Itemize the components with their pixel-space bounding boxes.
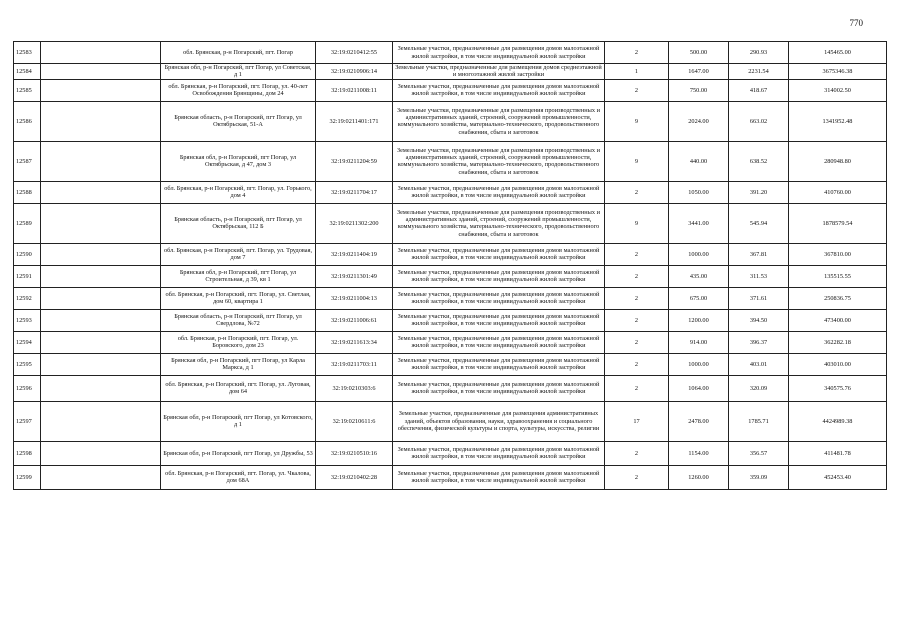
row-cadastral-value: 314002.50 <box>789 79 887 101</box>
row-area: 440.00 <box>669 141 729 181</box>
row-land-use: Земельные участки, предназначенные для размещения домов малоэтажной жилой застройки, в том числе индивидуальной жилой застройки <box>393 243 605 265</box>
row-group: 2 <box>605 79 669 101</box>
row-id: 12598 <box>14 441 41 465</box>
row-specific-value: 403.01 <box>729 353 789 375</box>
row-land-use: Земельные участки, предназначенные для размещения домов малоэтажной жилой застройки, в том числе индивидуальной жилой застройки <box>393 79 605 101</box>
row-id: 12585 <box>14 79 41 101</box>
row-specific-value: 396.37 <box>729 331 789 353</box>
row-specific-value: 311.53 <box>729 265 789 287</box>
row-land-use: Земельные участки, предназначенные для размещения домов малоэтажной жилой застройки, в том числе индивидуальной жилой застройки <box>393 181 605 203</box>
row-area: 2024.00 <box>669 101 729 141</box>
row-cadastral-value: 411481.78 <box>789 441 887 465</box>
row-id: 12587 <box>14 141 41 181</box>
row-group: 1 <box>605 64 669 80</box>
empty-cell <box>41 101 161 141</box>
row-cadastral-value: 1878579.54 <box>789 203 887 243</box>
row-area: 435.00 <box>669 265 729 287</box>
row-id: 12597 <box>14 401 41 441</box>
empty-cell <box>41 309 161 331</box>
row-cadastral-number: 32:19:0211704:17 <box>316 181 393 203</box>
empty-cell <box>41 141 161 181</box>
table-row <box>14 441 887 465</box>
empty-cell <box>41 243 161 265</box>
table-row <box>14 79 887 101</box>
page-number: 770 <box>849 18 863 28</box>
row-land-use: Земельные участки, предназначенные для размещения домов малоэтажной жилой застройки, в том числе индивидуальной жилой застройки <box>393 265 605 287</box>
row-id: 12594 <box>14 331 41 353</box>
row-id: 12599 <box>14 465 41 489</box>
row-cadastral-value: 340575.76 <box>789 375 887 401</box>
row-id: 12586 <box>14 101 41 141</box>
row-land-use: Земельные участки, предназначенные для размещения домов малоэтажной жилой застройки, в том числе индивидуальной жилой застройки <box>393 309 605 331</box>
row-cadastral-number: 32:19:0211401:171 <box>316 101 393 141</box>
row-address: Брянская обл, р-н Погарский, пгт Погар, ул Строительная, д 39, кв 1 <box>161 265 316 287</box>
row-specific-value: 638.52 <box>729 141 789 181</box>
empty-cell <box>41 64 161 80</box>
row-group: 9 <box>605 141 669 181</box>
table-row <box>14 465 887 489</box>
row-cadastral-number: 32:19:0211613:34 <box>316 331 393 353</box>
table-row <box>14 243 887 265</box>
empty-cell <box>41 203 161 243</box>
empty-cell <box>41 265 161 287</box>
row-cadastral-value: 3675346.38 <box>789 64 887 80</box>
table-row <box>14 309 887 331</box>
row-cadastral-value: 367810.00 <box>789 243 887 265</box>
table-row <box>14 181 887 203</box>
row-area: 1647.00 <box>669 64 729 80</box>
row-group: 2 <box>605 465 669 489</box>
row-area: 1050.00 <box>669 181 729 203</box>
empty-cell <box>41 331 161 353</box>
row-id: 12593 <box>14 309 41 331</box>
row-address: обл. Брянская, р-н Погарский, пгт. Погар, ул. Боровского, дом 23 <box>161 331 316 353</box>
row-cadastral-value: 362282.18 <box>789 331 887 353</box>
row-group: 2 <box>605 331 669 353</box>
table-row <box>14 42 887 64</box>
table-row <box>14 64 887 80</box>
row-area: 750.00 <box>669 79 729 101</box>
row-cadastral-number: 32:19:0211008:11 <box>316 79 393 101</box>
empty-cell <box>41 353 161 375</box>
row-area: 914.00 <box>669 331 729 353</box>
row-specific-value: 359.09 <box>729 465 789 489</box>
row-cadastral-value: 250836.75 <box>789 287 887 309</box>
row-cadastral-number: 32:19:0211404:19 <box>316 243 393 265</box>
row-group: 9 <box>605 101 669 141</box>
row-cadastral-value: 410760.00 <box>789 181 887 203</box>
row-id: 12595 <box>14 353 41 375</box>
row-land-use: Земельные участки, предназначенные для размещения домов среднеэтажной и многоэтажной жилой застройки <box>393 64 605 80</box>
row-id: 12588 <box>14 181 41 203</box>
row-group: 2 <box>605 441 669 465</box>
row-address: Брянская область, р-н Погарский, пгт Погар, ул Октябрьская, 112 Б <box>161 203 316 243</box>
row-land-use: Земельные участки, предназначенные для размещения производственных и административных зданий, строений, сооружений промышленности, коммунального хозяйства, материально-технического, продовольственного снабжения, сбыта и заготовок <box>393 203 605 243</box>
row-cadastral-number: 32:19:0211004:13 <box>316 287 393 309</box>
row-address: обл. Брянская, р-н Погарский, пгт. Погар, ул. Луговая, дом 64 <box>161 375 316 401</box>
row-id: 12596 <box>14 375 41 401</box>
row-cadastral-number: 32:19:0210611:6 <box>316 401 393 441</box>
table-row <box>14 331 887 353</box>
row-cadastral-number: 32:19:0210906:14 <box>316 64 393 80</box>
row-id: 12592 <box>14 287 41 309</box>
row-cadastral-value: 452453.40 <box>789 465 887 489</box>
row-group: 2 <box>605 243 669 265</box>
row-land-use: Земельные участки, предназначенные для размещения производственных и административных зданий, строений, сооружений промышленности, коммунального хозяйства, материально-технического, продовольственного снабжения, сбыта и заготовок <box>393 101 605 141</box>
row-address: Брянская обл, р-н Погарский, пгт Погар, ул Карла Маркса, д 1 <box>161 353 316 375</box>
row-group: 2 <box>605 375 669 401</box>
row-id: 12583 <box>14 42 41 64</box>
empty-cell <box>41 375 161 401</box>
row-address: Брянская обл, р-н Погарский, пгт Погар, ул Советская, д 1 <box>161 64 316 80</box>
row-area: 1064.00 <box>669 375 729 401</box>
row-cadastral-value: 473400.00 <box>789 309 887 331</box>
row-cadastral-number: 32:19:0211301:49 <box>316 265 393 287</box>
row-cadastral-number: 32:19:0210412:55 <box>316 42 393 64</box>
row-area: 675.00 <box>669 287 729 309</box>
table-row <box>14 265 887 287</box>
row-land-use: Земельные участки, предназначенные для размещения домов малоэтажной жилой застройки, в том числе индивидуальной жилой застройки <box>393 287 605 309</box>
row-specific-value: 1785.71 <box>729 401 789 441</box>
table-row <box>14 203 887 243</box>
row-specific-value: 371.61 <box>729 287 789 309</box>
row-address: Брянская обл, р-н Погарский, пгт Погар, ул Октябрьская, д 47, дом 3 <box>161 141 316 181</box>
table-row <box>14 141 887 181</box>
row-group: 2 <box>605 353 669 375</box>
row-group: 2 <box>605 287 669 309</box>
row-address: обл. Брянская, р-н Погарский, пгт. Погар, ул. 40-лет Освобождения Брянщины, дом 24 <box>161 79 316 101</box>
row-area: 500.00 <box>669 42 729 64</box>
row-group: 2 <box>605 309 669 331</box>
table-body <box>14 42 887 490</box>
empty-cell <box>41 79 161 101</box>
row-area: 1260.00 <box>669 465 729 489</box>
row-cadastral-value: 145465.00 <box>789 42 887 64</box>
row-specific-value: 663.02 <box>729 101 789 141</box>
row-cadastral-number: 32:19:0211204:59 <box>316 141 393 181</box>
row-cadastral-value: 4424989.38 <box>789 401 887 441</box>
empty-cell <box>41 441 161 465</box>
row-group: 2 <box>605 42 669 64</box>
empty-cell <box>41 42 161 64</box>
row-cadastral-number: 32:19:0211006:61 <box>316 309 393 331</box>
row-cadastral-number: 32:19:0210402:28 <box>316 465 393 489</box>
row-address: Брянская область, р-н Погарский, пгт Погар, ул Свердлова, №72 <box>161 309 316 331</box>
row-cadastral-number: 32:19:0210303:6 <box>316 375 393 401</box>
row-land-use: Земельные участки, предназначенные для размещения домов малоэтажной жилой застройки, в том числе индивидуальной жилой застройки <box>393 465 605 489</box>
row-cadastral-number: 32:19:0210510:16 <box>316 441 393 465</box>
row-address: обл. Брянская, р-н Погарский, пгт. Погар, ул. Светлая, дом 60, квартира 1 <box>161 287 316 309</box>
row-area: 1000.00 <box>669 243 729 265</box>
row-cadastral-number: 32:19:0211703:11 <box>316 353 393 375</box>
row-land-use: Земельные участки, предназначенные для размещения домов малоэтажной жилой застройки, в том числе индивидуальной жилой застройки <box>393 353 605 375</box>
row-address: обл. Брянская, р-н Погарский, пгт. Погар, ул. Трудовая, дом 7 <box>161 243 316 265</box>
row-area: 1000.00 <box>669 353 729 375</box>
row-id: 12591 <box>14 265 41 287</box>
row-specific-value: 545.94 <box>729 203 789 243</box>
row-land-use: Земельные участки, предназначенные для размещения домов малоэтажной жилой застройки, в том числе индивидуальной жилой застройки <box>393 42 605 64</box>
row-group: 17 <box>605 401 669 441</box>
row-specific-value: 394.50 <box>729 309 789 331</box>
row-specific-value: 320.09 <box>729 375 789 401</box>
row-cadastral-value: 1341952.48 <box>789 101 887 141</box>
row-address: Брянская обл, р-н Погарский, пгт Погар, ул Котовского, д 1 <box>161 401 316 441</box>
row-address: Брянская обл, р-н Погарский, пгт Погар, ул Дружбы, 53 <box>161 441 316 465</box>
row-cadastral-value: 280948.80 <box>789 141 887 181</box>
row-area: 1154.00 <box>669 441 729 465</box>
empty-cell <box>41 287 161 309</box>
row-area: 2478.00 <box>669 401 729 441</box>
empty-cell <box>41 465 161 489</box>
row-specific-value: 356.57 <box>729 441 789 465</box>
row-id: 12590 <box>14 243 41 265</box>
table-row <box>14 101 887 141</box>
empty-cell <box>41 181 161 203</box>
row-land-use: Земельные участки, предназначенные для размещения домов малоэтажной жилой застройки, в том числе индивидуальной жилой застройки <box>393 331 605 353</box>
cadastral-value-table <box>13 41 887 490</box>
table-row <box>14 287 887 309</box>
row-address: обл. Брянская, р-н Погарский, пгт. Погар, ул. Горького, дом 4 <box>161 181 316 203</box>
table-row <box>14 401 887 441</box>
row-specific-value: 2231.54 <box>729 64 789 80</box>
row-group: 2 <box>605 181 669 203</box>
row-specific-value: 391.20 <box>729 181 789 203</box>
row-area: 1200.00 <box>669 309 729 331</box>
row-id: 12584 <box>14 64 41 80</box>
row-address: обл. Брянская, р-н Погарский, пгт. Погар <box>161 42 316 64</box>
row-group: 9 <box>605 203 669 243</box>
table-row <box>14 375 887 401</box>
row-id: 12589 <box>14 203 41 243</box>
row-cadastral-value: 403010.00 <box>789 353 887 375</box>
row-specific-value: 290.93 <box>729 42 789 64</box>
row-land-use: Земельные участки, предназначенные для размещения административных зданий, объектов образования, науки, здравоохранения и социального обеспечения, физической культуры и спорта, культуры, искусства, религии <box>393 401 605 441</box>
table-row <box>14 353 887 375</box>
row-cadastral-number: 32:19:0211302:200 <box>316 203 393 243</box>
row-address: Брянская область, р-н Погарский, пгт Погар, ул Октябрьская, 51-А <box>161 101 316 141</box>
row-specific-value: 367.81 <box>729 243 789 265</box>
row-land-use: Земельные участки, предназначенные для размещения домов малоэтажной жилой застройки, в том числе индивидуальной жилой застройки <box>393 441 605 465</box>
row-group: 2 <box>605 265 669 287</box>
row-land-use: Земельные участки, предназначенные для размещения производственных и административных зданий, строений, сооружений промышленности, коммунального хозяйства, материально-технического, продовольственного снабжения, сбыта и заготовок <box>393 141 605 181</box>
row-cadastral-value: 135515.55 <box>789 265 887 287</box>
row-specific-value: 418.67 <box>729 79 789 101</box>
row-address: обл. Брянская, р-н Погарский, пгт. Погар, ул. Чкалова, дом 68А <box>161 465 316 489</box>
row-land-use: Земельные участки, предназначенные для размещения домов малоэтажной жилой застройки, в том числе индивидуальной жилой застройки <box>393 375 605 401</box>
empty-cell <box>41 401 161 441</box>
row-area: 3441.00 <box>669 203 729 243</box>
